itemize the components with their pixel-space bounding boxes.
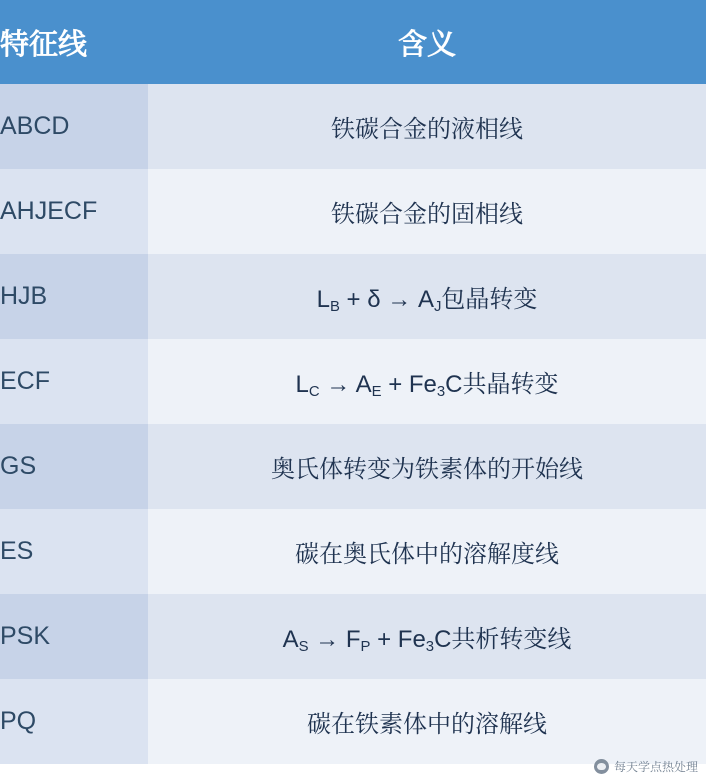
feature-line-cell: PSK xyxy=(0,594,148,679)
meaning-cell: 铁碳合金的固相线 xyxy=(148,169,706,254)
table-row xyxy=(0,679,706,764)
table-row xyxy=(0,509,706,594)
meaning-cell: $L_B + \delta \to A_J$包晶转变 xyxy=(148,254,706,339)
table-body xyxy=(0,84,706,764)
column-header-feature-line: 特征线 xyxy=(0,0,148,84)
meaning-cell: $L_C \to A_E + Fe_3C$共晶转变 xyxy=(148,339,706,424)
table-row xyxy=(0,424,706,509)
table-header-row xyxy=(0,0,706,84)
feature-line-cell: HJB xyxy=(0,254,148,339)
feature-line-cell: ABCD xyxy=(0,84,148,169)
meaning-cell: 碳在奥氏体中的溶解度线 xyxy=(148,509,706,594)
meaning-cell: $A_S \to F_P + Fe_3C$共析转变线 xyxy=(148,594,706,679)
feature-line-cell: ECF xyxy=(0,339,148,424)
column-header-meaning: 含义 xyxy=(148,0,706,84)
watermark-label: 每天学点热处理 xyxy=(613,760,698,774)
feature-line-cell: GS xyxy=(0,424,148,509)
table-row xyxy=(0,84,706,169)
table-row xyxy=(0,169,706,254)
feature-line-cell: AHJECF xyxy=(0,169,148,254)
table-row xyxy=(0,254,706,339)
table-row xyxy=(0,339,706,424)
meaning-cell: 碳在铁素体中的溶解线 xyxy=(148,679,706,764)
circle-logo-icon xyxy=(594,759,609,774)
meaning-cell: 奥氏体转变为铁素体的开始线 xyxy=(148,424,706,509)
table-row xyxy=(0,594,706,679)
feature-line-cell: ES xyxy=(0,509,148,594)
watermark xyxy=(594,758,698,775)
feature-line-cell: PQ xyxy=(0,679,148,764)
meaning-cell: 铁碳合金的液相线 xyxy=(148,84,706,169)
